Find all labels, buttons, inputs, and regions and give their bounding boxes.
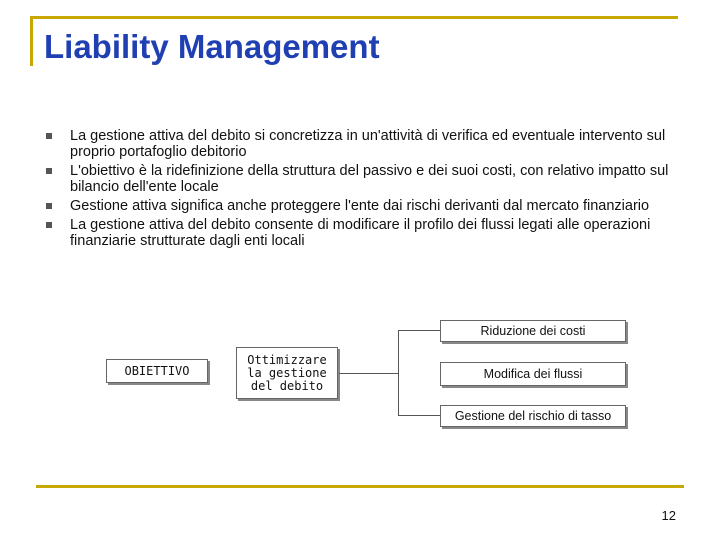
square-bullet-icon (46, 168, 52, 174)
top-accent-rule (30, 16, 678, 19)
bullet-text: L'obiettivo è la ridefinizione della struttura del passivo e dei suoi costi, con relativo impatto sul bilancio dell'ente locale (70, 163, 669, 195)
bullet-text: La gestione attiva del debito consente di modificare il profilo dei flussi legati alle operazioni finanziarie strutturate dagli enti locali (70, 217, 651, 249)
bullet-list (46, 128, 686, 252)
outcome-box (440, 362, 626, 386)
goal-label: Ottimizzare la gestione del debito (247, 352, 327, 393)
bottom-accent-rule (36, 485, 684, 488)
square-bullet-icon (46, 222, 52, 228)
bullet-text: Gestione attiva significa anche proteggere l'ente dai rischi derivanti dal mercato finanziario (70, 198, 650, 214)
objective-label: OBIETTIVO (124, 363, 190, 378)
outcome-label: Gestione del rischio di tasso (454, 409, 612, 423)
square-bullet-icon (46, 203, 52, 209)
page-number: 12 (661, 508, 676, 523)
outcome-box (440, 405, 626, 427)
left-accent-rule (30, 16, 33, 66)
connector-branch-top (398, 330, 440, 331)
goal-box (236, 347, 338, 399)
slide-title: Liability Management (44, 28, 380, 65)
bullet-item (46, 198, 686, 214)
bullet-text: La gestione attiva del debito si concretizza in un'attività di verifica ed eventuale intervento sul proprio portafoglio debitorio (70, 128, 666, 160)
outcome-label: Riduzione dei costi (480, 324, 586, 338)
connector-line (339, 373, 398, 374)
bullet-item (46, 217, 686, 249)
square-bullet-icon (46, 133, 52, 139)
outcome-label: Modifica dei flussi (483, 367, 583, 381)
bullet-item (46, 163, 686, 195)
connector-branch-bottom (398, 415, 440, 416)
objective-box (106, 359, 208, 383)
connector-vertical (398, 330, 399, 416)
outcome-box (440, 320, 626, 342)
bullet-item (46, 128, 686, 160)
